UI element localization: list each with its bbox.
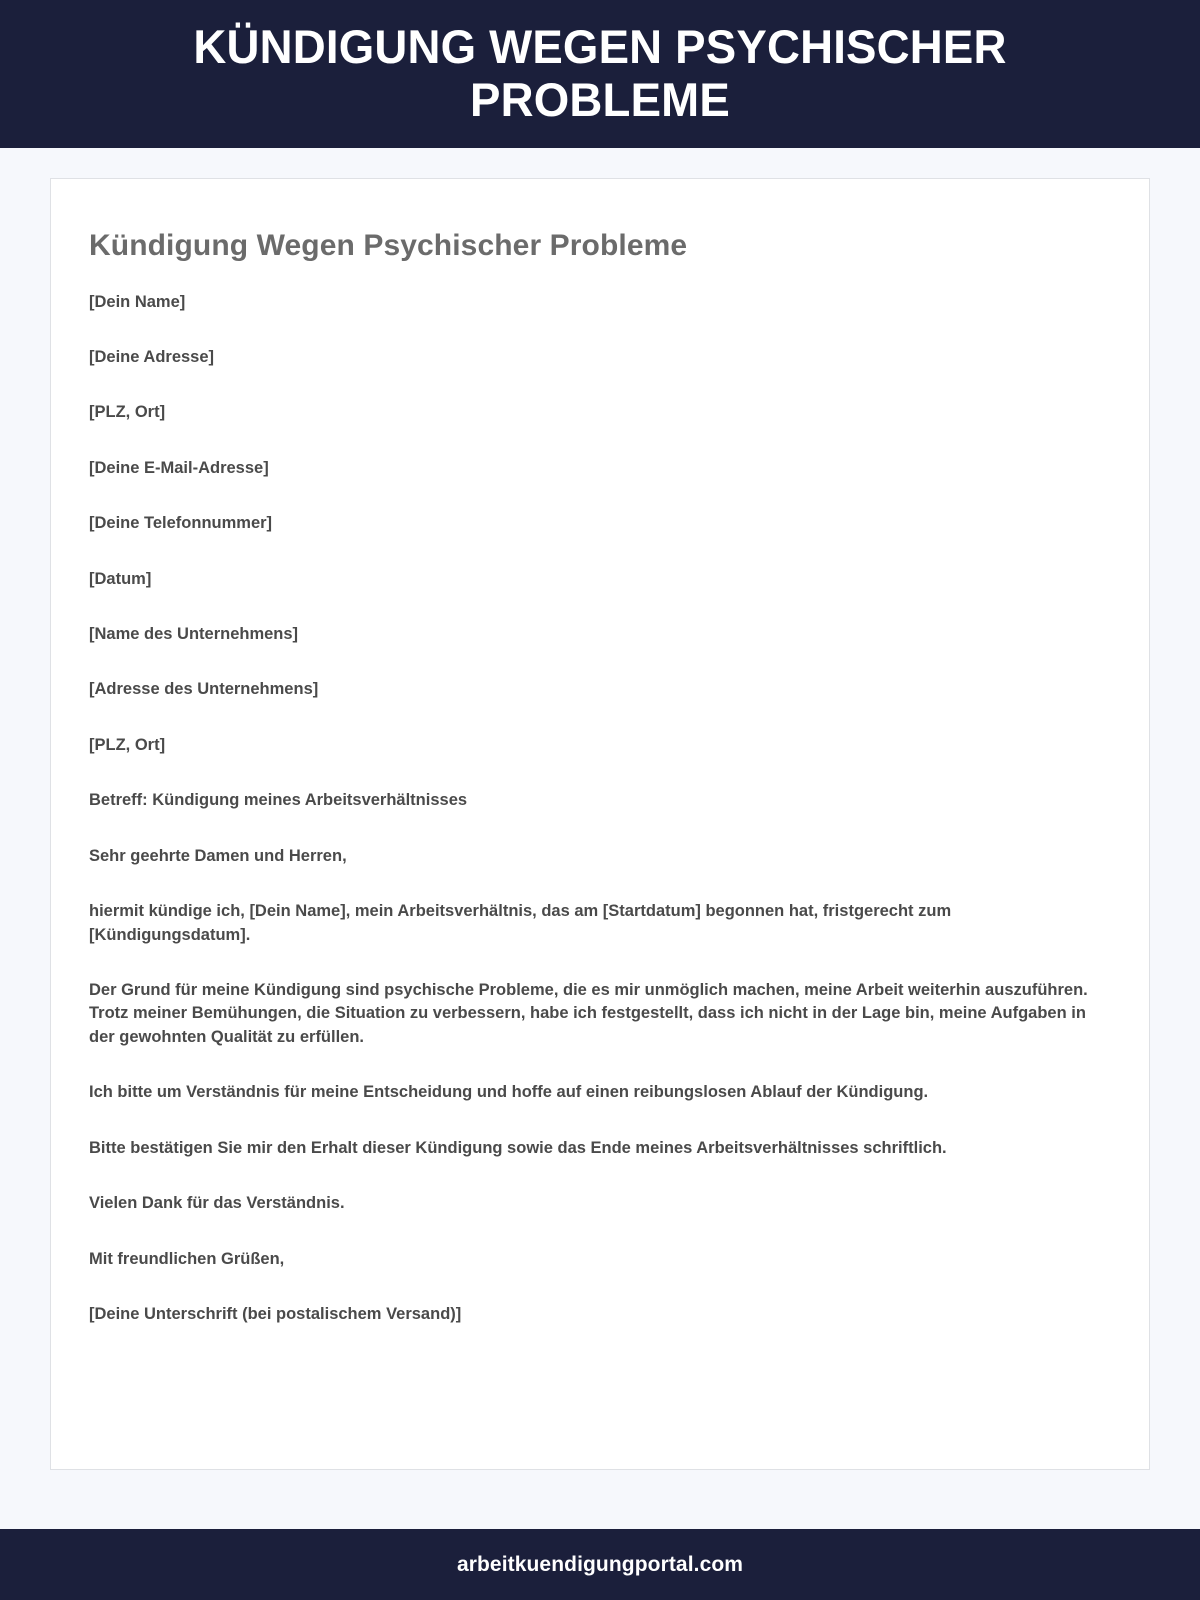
page-header-title: KÜNDIGUNG WEGEN PSYCHISCHER PROBLEME xyxy=(193,20,1007,126)
sender-name: [Dein Name] xyxy=(89,292,186,311)
sender-phone: [Deine Telefonnummer] xyxy=(89,514,273,533)
letter-paragraph-2: Der Grund für meine Kündigung sind psychische Probleme, die es mir unmöglich machen, meine Arbeit weiterhin auszuführen. Trotz meiner Bemühungen, die Situation zu verbessern, habe ich festgestellt, dass ich nicht in der Lage bin, meine Aufgaben in der gewohnten Qualität zu erfüllen. xyxy=(89,980,1088,1046)
recipient-city: [PLZ, Ort] xyxy=(89,735,166,754)
sender-city: [PLZ, Ort] xyxy=(89,403,166,422)
letter-closing: Mit freundlichen Grüßen, xyxy=(89,1249,285,1268)
letter-paragraph-5: Vielen Dank für das Verständnis. xyxy=(89,1194,345,1213)
page-footer-banner xyxy=(0,1529,1200,1600)
letter-body xyxy=(89,291,1111,1327)
recipient-company: [Name des Unternehmens] xyxy=(89,625,299,644)
page-header-banner xyxy=(0,0,1200,148)
letter-paragraph-1: hiermit kündige ich, [Dein Name], mein Arbeitsverhältnis, das am [Startdatum] begonnen hat, fristgerecht zum [Kündigungsdatum]. xyxy=(89,902,952,944)
footer-site-name: arbeitkuendigungportal.com xyxy=(456,1552,744,1576)
letter-paragraph-3: Ich bitte um Verständnis für meine Entscheidung und hoffe auf einen reibungslosen Ablauf der Kündigung. xyxy=(89,1083,929,1102)
letter-salutation: Sehr geehrte Damen und Herren, xyxy=(89,846,347,865)
sender-address: [Deine Adresse] xyxy=(89,347,215,366)
letter-card xyxy=(50,178,1150,1470)
recipient-address: [Adresse des Unternehmens] xyxy=(89,680,319,699)
letter-date: [Datum] xyxy=(89,569,152,588)
letter-paragraph-4: Bitte bestätigen Sie mir den Erhalt dieser Kündigung sowie das Ende meines Arbeitsverhältnisses schriftlich. xyxy=(89,1138,947,1157)
sender-email: [Deine E-Mail-Adresse] xyxy=(89,458,269,477)
document-title: Kündigung Wegen Psychischer Probleme xyxy=(89,229,688,262)
main-content xyxy=(0,148,1200,1529)
letter-signature-placeholder: [Deine Unterschrift (bei postalischem Versand)] xyxy=(89,1304,462,1323)
letter-subject: Betreff: Kündigung meines Arbeitsverhältnisses xyxy=(89,791,468,810)
